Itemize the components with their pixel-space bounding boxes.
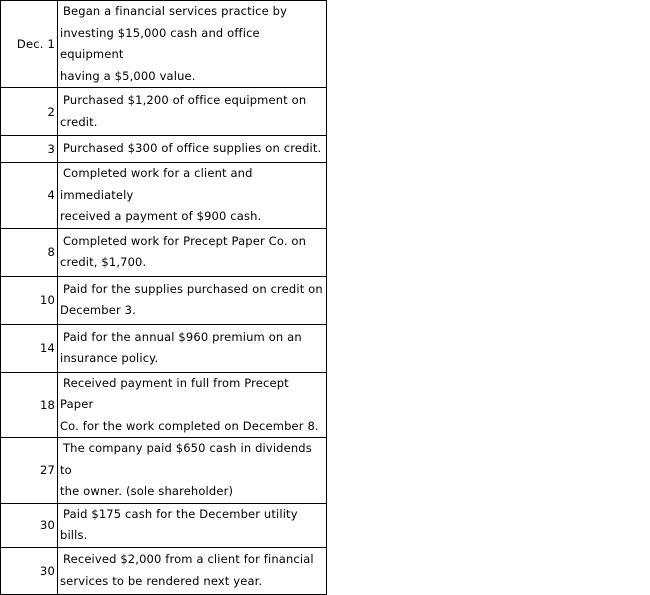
transactions-body	[1, 1, 327, 595]
description-cell	[58, 276, 327, 324]
description-line: services to be rendered next year.	[60, 573, 263, 588]
date-cell: Dec. 1	[1, 1, 58, 88]
date-cell: 8	[1, 228, 58, 276]
description-line: The company paid $650 cash in dividends to	[60, 441, 312, 477]
date-cell: 30	[1, 503, 58, 547]
date-cell: 30	[1, 547, 58, 594]
description-line: investing $15,000 cash and office equipment	[60, 25, 260, 61]
date-cell: 10	[1, 276, 58, 324]
table-row	[1, 163, 327, 229]
description-line: the owner. (sole shareholder)	[60, 484, 234, 498]
table-row	[1, 547, 327, 594]
table-row	[1, 324, 327, 372]
description-line: credit.	[60, 114, 98, 129]
description-line: Purchased $300 of office supplies on credit.	[63, 141, 322, 156]
table-row	[1, 276, 327, 324]
description-cell	[58, 136, 327, 163]
description-cell	[58, 372, 327, 438]
description-cell	[58, 88, 327, 136]
description-line: Received $2,000 from a client for financial	[63, 552, 314, 566]
description-cell	[58, 547, 327, 594]
description-cell	[58, 438, 327, 504]
date-cell: 27	[1, 438, 58, 504]
description-line: credit, $1,700.	[60, 255, 147, 269]
description-line: Paid $175 cash for the December utility bills.	[60, 506, 298, 542]
description-line: Paid for the annual $960 premium on an	[63, 329, 302, 344]
date-cell: 3	[1, 136, 58, 163]
table-row	[1, 136, 327, 163]
description-line: Received payment in full from Precept Paper	[60, 375, 289, 411]
table-row	[1, 1, 327, 88]
description-line: Paid for the supplies purchased on credit on	[63, 281, 323, 296]
description-cell	[58, 324, 327, 372]
date-cell: 14	[1, 324, 58, 372]
table-row	[1, 88, 327, 136]
description-line: having a $5,000 value.	[60, 68, 196, 83]
date-cell: 4	[1, 163, 58, 229]
table-row	[1, 503, 327, 547]
description-line: December 3.	[60, 303, 136, 317]
date-cell: 18	[1, 372, 58, 438]
description-cell	[58, 163, 327, 229]
description-line: received a payment of $900 cash.	[60, 209, 262, 223]
description-cell	[58, 503, 327, 547]
description-line: Co. for the work completed on December 8.	[60, 418, 319, 433]
description-line: Purchased $1,200 of office equipment on	[63, 93, 307, 107]
description-cell	[58, 228, 327, 276]
description-line: insurance policy.	[60, 351, 159, 365]
table-row	[1, 438, 327, 504]
description-line: Completed work for Precept Paper Co. on	[63, 233, 307, 248]
description-cell	[58, 1, 327, 88]
description-line: Began a financial services practice by	[63, 4, 288, 18]
table-row	[1, 372, 327, 438]
table-row	[1, 228, 327, 276]
date-cell: 2	[1, 88, 58, 136]
description-line: Completed work for a client and immediately	[60, 166, 253, 202]
